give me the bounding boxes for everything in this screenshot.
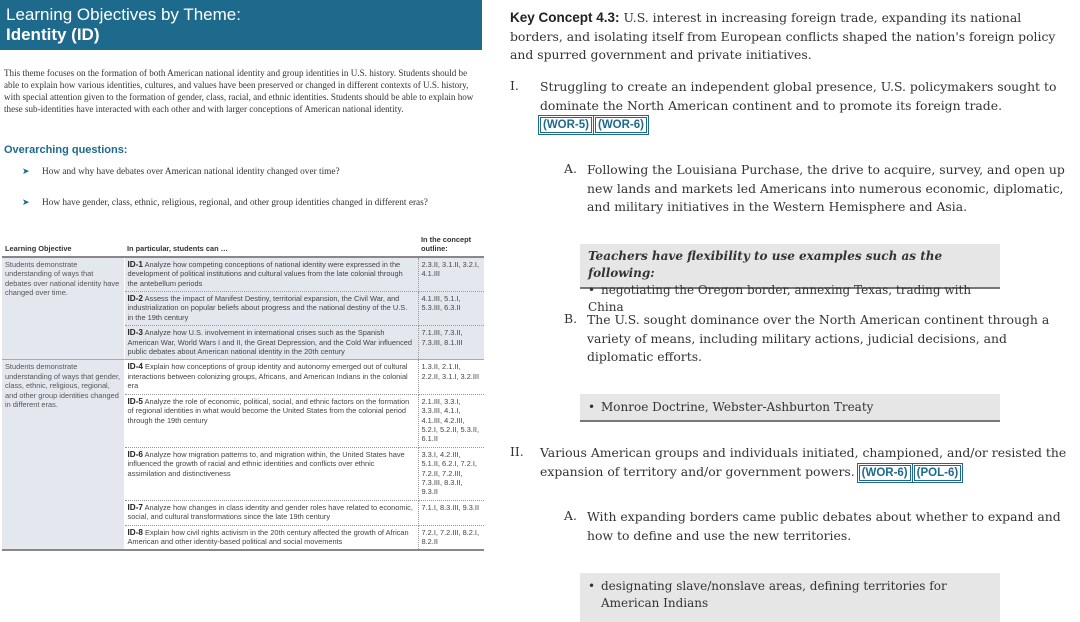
objective-text: Analyze how competing conceptions of national identity were expressed in the development of political institutions and cultural values from the late colonial through the antebellum periods [127, 259, 403, 288]
outline-refs-cell: 2.3.II, 3.1.II, 3.2.I, 4.1.III [418, 257, 484, 292]
outline-refs-cell: 7.1.I, 8.3.III, 9.3.II [418, 500, 484, 525]
examples-heading: Teachers have flexibility to use examples such as the following: [588, 249, 943, 280]
column-header-outline: In the concept outline: [418, 234, 484, 257]
bullet-icon: • [588, 579, 596, 593]
theme-tag-link[interactable]: (POL-6) [914, 465, 962, 481]
table-row [2, 360, 484, 394]
outline-refs-cell: 7.2.I, 7.2.III, 8.2.I, 8.2.II [418, 525, 484, 550]
objective-cell: Students demonstrate understanding of ways that debates over national identity have changed over time. [2, 257, 124, 360]
header-title: Learning Objectives by Theme: [6, 5, 241, 24]
left-page [0, 0, 490, 622]
arrow-bullet-icon: ➤ [22, 167, 30, 177]
outline-refs-cell: 4.1.III, 5.1.I, 5.3.III, 6.3.II [418, 292, 484, 326]
objective-code: ID-2 [127, 294, 143, 304]
column-header-particular: In particular, students can … [124, 234, 418, 257]
section-2-text: Various American groups and individuals initiated, championed, and/or resisted the expansion of territory and/or government powers. [540, 445, 1067, 479]
key-concept [510, 9, 1070, 65]
objective-cell: Students demonstrate understanding of ways that gender, class, ethnic, religious, regional, and other group identities changed in different eras. [2, 360, 124, 550]
subsection-letter: A. [564, 508, 577, 523]
table-row [2, 257, 484, 292]
objective-text: Analyze the role of economic, political, social, and ethnic factors on the formation of regional identities in what would become the United States from the colonial period through the 19th century [127, 396, 410, 425]
outline-refs-cell: 3.3.I, 4.2.III, 5.1.II, 6.2.I, 7.2.I, 7.2.II, 7.2.III, 7.3.III, 8.3.II, 9.3.II [418, 447, 484, 500]
subsection-1b-text: The U.S. sought dominance over the North American continent through a variety of means, including military actions, judicial decisions, and diplomatic efforts. [587, 312, 1050, 364]
subsection-2a-text: With expanding borders came public debates about whether to expand and how to define and use the new territories. [587, 509, 1061, 543]
description-cell [124, 360, 418, 394]
theme-header [0, 0, 482, 50]
objective-code: ID-3 [127, 328, 143, 338]
question-text: How have gender, class, ethnic, religious, regional, and other group identities changed in different eras? [42, 198, 428, 208]
right-page [500, 0, 1080, 622]
objective-text: Analyze how changes in class identity and gender roles have related to economic, social, and cultural transformations since the late 19th century [127, 502, 413, 522]
objective-text: Analyze how migration patterns to, and migration within, the United States have influenced the growth of racial and ethnic identities and conflicts over ethnic assimilation and distinctiveness [127, 449, 405, 478]
subsection-letter: A. [564, 161, 577, 176]
header-theme-name: Identity (ID) [6, 25, 100, 44]
outline-refs-cell: 7.1.III, 7.3.II, 7.3.III, 8.1.III [418, 326, 484, 360]
question-text: How and why have debates over American national identity changed over time? [42, 167, 340, 177]
outline-refs-cell: 1.3.II, 2.1.II, 2.2.II, 3.1.I, 3.2.III [418, 360, 484, 394]
theme-tag-link[interactable]: (WOR-6) [859, 465, 911, 481]
example-text: negotiating the Oregon border, annexing Texas, trading with China [588, 283, 972, 314]
objective-code: ID-7 [127, 502, 143, 512]
objective-text: Explain how civil rights activism in the 20th century affected the growth of African American and other identity-based political and social movements [127, 527, 409, 546]
objective-code: ID-5 [127, 396, 143, 406]
objective-code: ID-8 [127, 527, 143, 537]
overarching-questions-title: Overarching questions: [4, 144, 128, 156]
bullet-icon: • [588, 283, 596, 297]
objective-code: ID-4 [127, 362, 143, 372]
theme-tag-link[interactable]: (WOR-6) [595, 117, 647, 133]
subsection-1a-text: Following the Louisiana Purchase, the drive to acquire, survey, and open up new lands and markets led Americans into numerous economic, diplomatic, and military initiatives in the Western Hemisphere and Asia. [587, 162, 1065, 214]
key-concept-label: Key Concept 4.3: [510, 10, 620, 25]
description-cell [124, 500, 418, 525]
description-cell [124, 326, 418, 360]
table-header-row [2, 234, 484, 257]
objective-text: Analyze how U.S. involvement in international crises such as the Spanish American War, World Wars I and II, the Great Depression, and the Cold War influenced public debates about American national identity in the 20th century [127, 328, 413, 357]
section-numeral: I. [510, 78, 519, 93]
examples-box [580, 394, 1000, 422]
theme-tag-link[interactable]: (WOR-5) [540, 117, 592, 133]
objective-text: Assess the impact of Manifest Destiny, territorial expansion, the Civil War, and industrialization on popular beliefs about progress and the national destiny of the U.S. in the 19th century [127, 294, 408, 322]
section-1 [540, 78, 1070, 134]
description-cell [124, 257, 418, 292]
subsection-letter: B. [564, 311, 578, 326]
section-2 [540, 444, 1075, 481]
description-cell [124, 447, 418, 500]
arrow-bullet-icon: ➤ [22, 198, 30, 208]
objective-code: ID-6 [127, 449, 143, 459]
key-concept-text: U.S. interest in increasing foreign trade, expanding its national borders, and isolating itself from European conflicts shaped the nation's foreign policy and spurred government and private initiatives. [510, 10, 1056, 62]
section-numeral: II. [510, 444, 524, 459]
example-text: designating slave/nonslave areas, defining territories for American Indians [601, 579, 947, 610]
example-item [588, 578, 992, 612]
description-cell [124, 525, 418, 550]
theme-intro: This theme focuses on the formation of both American national identity and group identities in U.S. history. Students should be able to explain how various identities, cultures, and values have been preserved or changed in different contexts of U.S. history, with special attention given to the formation of gender, class, racial, and ethnic identities. Students should be able to explain how these sub-identities have interacted with each other and with larger conceptions of American national identity. [4, 68, 474, 114]
objective-code: ID-1 [127, 259, 143, 269]
column-header-objective: Learning Objective [2, 234, 124, 257]
description-cell [124, 394, 418, 447]
outline-refs-cell: 2.1.III, 3.3.I, 3.3.III, 4.1.I, 4.1.III, 4.2.III, 5.2.I, 5.2.II, 5.3.II, 6.1.II [418, 394, 484, 447]
examples-box [580, 573, 1000, 622]
section-1-text: Struggling to create an independent global presence, U.S. policymakers sought to dominate the North American continent and to promote its foreign trade. [540, 79, 1057, 113]
example-text: Monroe Doctrine, Webster-Ashburton Treaty [601, 400, 874, 414]
description-cell [124, 292, 418, 326]
example-item [588, 399, 992, 416]
learning-objectives-table [2, 234, 484, 551]
bullet-icon: • [588, 400, 596, 414]
examples-box [580, 244, 1000, 314]
objective-text: Explain how conceptions of group identity and autonomy emerged out of cultural interactions between colonizing groups, Africans, and American Indians in the colonial era [127, 362, 408, 391]
